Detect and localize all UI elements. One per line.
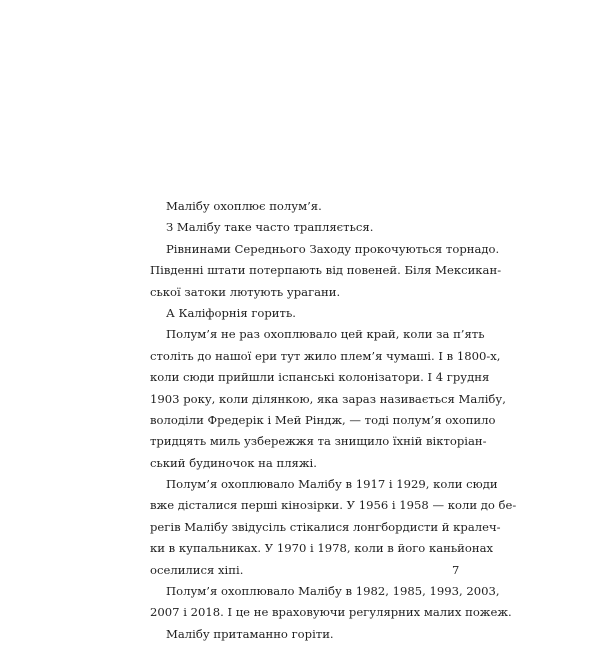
text-line: Полум’я не раз охоплювало цей край, коли за п’ять xyxy=(166,327,485,342)
text-line: А Каліфорнія горить. xyxy=(166,305,296,320)
text-line: століть до нашої ери тут жило плем’я чумаші. І в 1800-х, xyxy=(150,348,501,363)
text-line: оселилися хіпі. xyxy=(150,562,244,577)
text-line: коли сюди прийшли іспанські колонізатори. І 4 грудня xyxy=(150,370,490,385)
text-line: Рівнинами Середнього Заходу прокочуються торнадо. xyxy=(166,241,500,256)
text-line: 2007 і 2018. І це не враховуючи регулярних малих пожеж. xyxy=(150,605,512,620)
page-number: 7 xyxy=(452,563,460,577)
text-line: регів Малібу звідусіль стікалися лонгбордисти й кралеч- xyxy=(150,519,501,534)
text-line: вже дісталися перші кінозірки. У 1956 і 1958 — коли до бе- xyxy=(150,498,517,513)
text-line: ський будиночок на пляжі. xyxy=(150,455,317,470)
text-line: володіли Фредерік і Мей Ріндж, — тоді полум’я охопило xyxy=(150,412,496,427)
text-line: Малібу притаманно горіти. xyxy=(166,626,334,641)
text-line: Полум’я охоплювало Малібу в 1982, 1985, 1993, 2003, xyxy=(166,584,500,599)
text-line: тридцять миль узбережжя та знищило їхній вікторіан- xyxy=(150,434,487,449)
text-line: ки в купальниках. У 1970 і 1978, коли в його каньйонах xyxy=(150,541,494,556)
text-line: Полум’я охоплювало Малібу в 1917 і 1929, коли сюди xyxy=(166,477,498,492)
text-line: Південні штати потерпають від повеней. Біля Мексикан- xyxy=(150,263,502,278)
text-line: З Малібу таке часто трапляється. xyxy=(166,220,374,235)
text-line: Малібу охоплює полум’я. xyxy=(166,199,322,213)
body-text xyxy=(150,196,517,645)
text-line: ської затоки лютують урагани. xyxy=(150,284,341,299)
text-line: 1903 року, коли ділянкою, яка зараз називається Малібу, xyxy=(150,391,506,406)
